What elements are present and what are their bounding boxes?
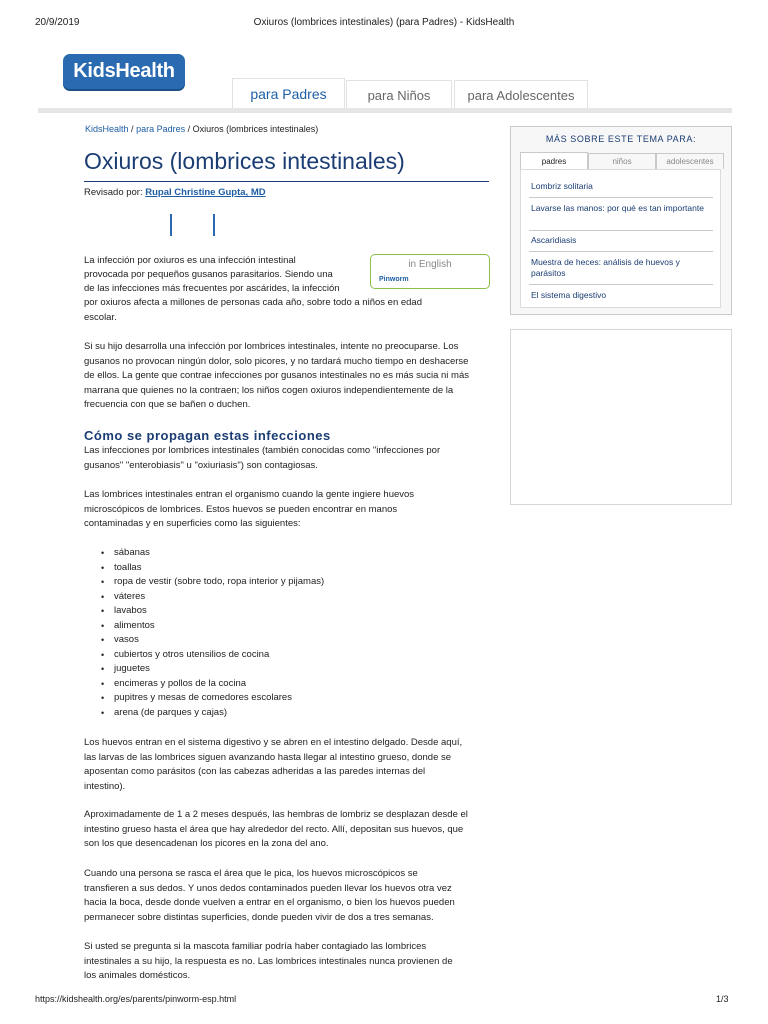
list-item: • alimentos [101,619,324,634]
intro-line: por oxiuros afecta a millones de personas cada año, sobre todo a niños en edad [84,297,423,308]
related-divider [529,251,713,252]
related-divider [529,230,713,231]
in-english-link[interactable]: in English [408,259,452,270]
list-item: • cubiertos y otros utensilios de cocina [101,648,324,663]
tab-para-ninos[interactable]: para Niños [346,80,452,109]
page-title: Oxiuros (lombrices intestinales) [84,148,405,174]
related-divider [529,197,713,198]
breadcrumb-current: Oxiuros (lombrices intestinales) [192,124,319,134]
share-divider [170,214,172,236]
list-item: • arena (de parques y cajas) [101,706,324,721]
list-item: • pupitres y mesas de comedores escolares [101,691,324,706]
print-date: 20/9/2019 [35,17,80,28]
list-item: • lavabos [101,604,324,619]
list-item: • juguetes [101,662,324,677]
kidshealth-logo[interactable]: KidsHealth [63,54,185,89]
paragraph: Los huevos entran en el sistema digestivo y se abren en el intestino delgado. Desde aquí, las larvas de las lombrices siguen avanzando hasta llegar al intestino grueso, donde se aposentan como parásitos (con las cabezas adheridas a las paredes internas del intestino). [84,737,463,792]
related-topics-panel [510,126,732,315]
list-item: • sábanas [101,546,324,561]
breadcrumb-separator: / [131,124,134,134]
paragraph: Si su hijo desarrolla una infección por lombrices intestinales, intente no preocuparse. Los gusanos no provocan ningún dolor, solo picores, y no tardará mucho tiempo en deshacerse de ellos. La gente que contrae infecciones por gusanos intestinales no es más sucia ni más marrana que quienes no la contraen; los niños cogen oxiuros independientemente de la frecuencia con que se bañen o duchen. [84,341,469,410]
print-url: https://kidshealth.org/es/parents/pinworm-esp.html [35,994,237,1004]
paragraph: Las infecciones por lombrices intestinales (también conocidas como "infecciones por gusanos" "enterobiasis" u "oxiuriasis") son contagiosas. [84,445,441,471]
sidebar-tab-ninos[interactable]: niños [588,153,656,169]
print-page-number: 1/3 [716,994,729,1004]
related-link[interactable]: El sistema digestivo [531,290,607,300]
paragraph: Aproximadamente de 1 a 2 meses después, las hembras de lombriz se desplazan desde el intestino grueso hasta el área que hay alrededor del recto. Allí, depositan sus huevos, que son los que desencadenan los picores en la zona del ano. [84,809,468,849]
sidebar-tab-padres[interactable]: padres [520,152,588,170]
surfaces-list [101,546,324,720]
breadcrumb-section-link[interactable]: para Padres [136,124,186,134]
related-link[interactable]: Lombriz solitaria [531,181,593,191]
breadcrumb [85,124,318,134]
intro-line: escolar. [84,312,117,323]
reviewed-label: Revisado por: [84,187,143,198]
english-version-box[interactable] [370,254,490,289]
intro-line: La infección por oxiuros es una infección intestinal [84,255,296,266]
nav-divider [38,108,732,113]
english-title: Pinworm [379,276,409,283]
paragraph: Las lombrices intestinales entran el organismo cuando la gente ingiere huevos microscópicos de lombrices. Estos huevos se pueden encontrar en manos contaminadas y en superficies como las siguientes: [84,489,415,529]
related-link[interactable]: Ascaridiasis [531,235,577,245]
related-link[interactable]: Lavarse las manos: por qué es tan importante [531,203,704,213]
ad-placeholder [510,329,732,505]
tab-para-adolescentes[interactable]: para Adolescentes [454,80,588,109]
list-item: • encimeras y pollos de la cocina [101,677,324,692]
reviewer-link[interactable]: Rupal Christine Gupta, MD [145,187,266,198]
section-heading: Cómo se propagan estas infecciones [84,428,331,443]
list-item: • toallas [101,561,324,576]
related-links [520,169,721,308]
list-item: • váteres [101,590,324,605]
list-item: • ropa de vestir (sobre todo, ropa interior y pijamas) [101,575,324,590]
title-divider [84,181,489,182]
sidebar-tab-adolescentes[interactable]: adolescentes [656,153,724,169]
paragraph: Cuando una persona se rasca el área que le pica, los huevos microscópicos se transfieren a sus dedos. Y unos dedos contaminados pueden llevar los huevos otra vez hacia la boca, desde donde vuelven a entrar en el organismo, o bien los huevos pueden permanecer sobre distintas superficies, donde pueden vivir de dos a tres semanas. [84,868,455,923]
paragraph: Si usted se pregunta si la mascota familiar podría haber contagiado las lombrices intestinales a su hijo, la respuesta es no. Las lombrices intestinales nunca provienen de los animales domésticos. [84,941,453,981]
tab-para-padres[interactable]: para Padres [232,78,345,109]
intro-line: de las infecciones más frecuentes por ascárides, la infección [84,283,340,294]
related-heading: MÁS SOBRE ESTE TEMA PARA: [545,134,697,144]
related-divider [529,284,713,285]
breadcrumb-separator: / [187,124,191,134]
print-page-title: Oxiuros (lombrices intestinales) (para Padres) - KidsHealth [253,17,515,28]
list-item: • vasos [101,633,324,648]
breadcrumb-home-link[interactable]: KidsHealth [85,124,129,134]
intro-line: provocada por pequeños gusanos parasitarios. Siendo una [84,269,333,280]
related-link[interactable]: Muestra de heces: análisis de huevos y parásitos [531,257,680,278]
reviewed-by [84,187,266,198]
share-divider [213,214,215,236]
